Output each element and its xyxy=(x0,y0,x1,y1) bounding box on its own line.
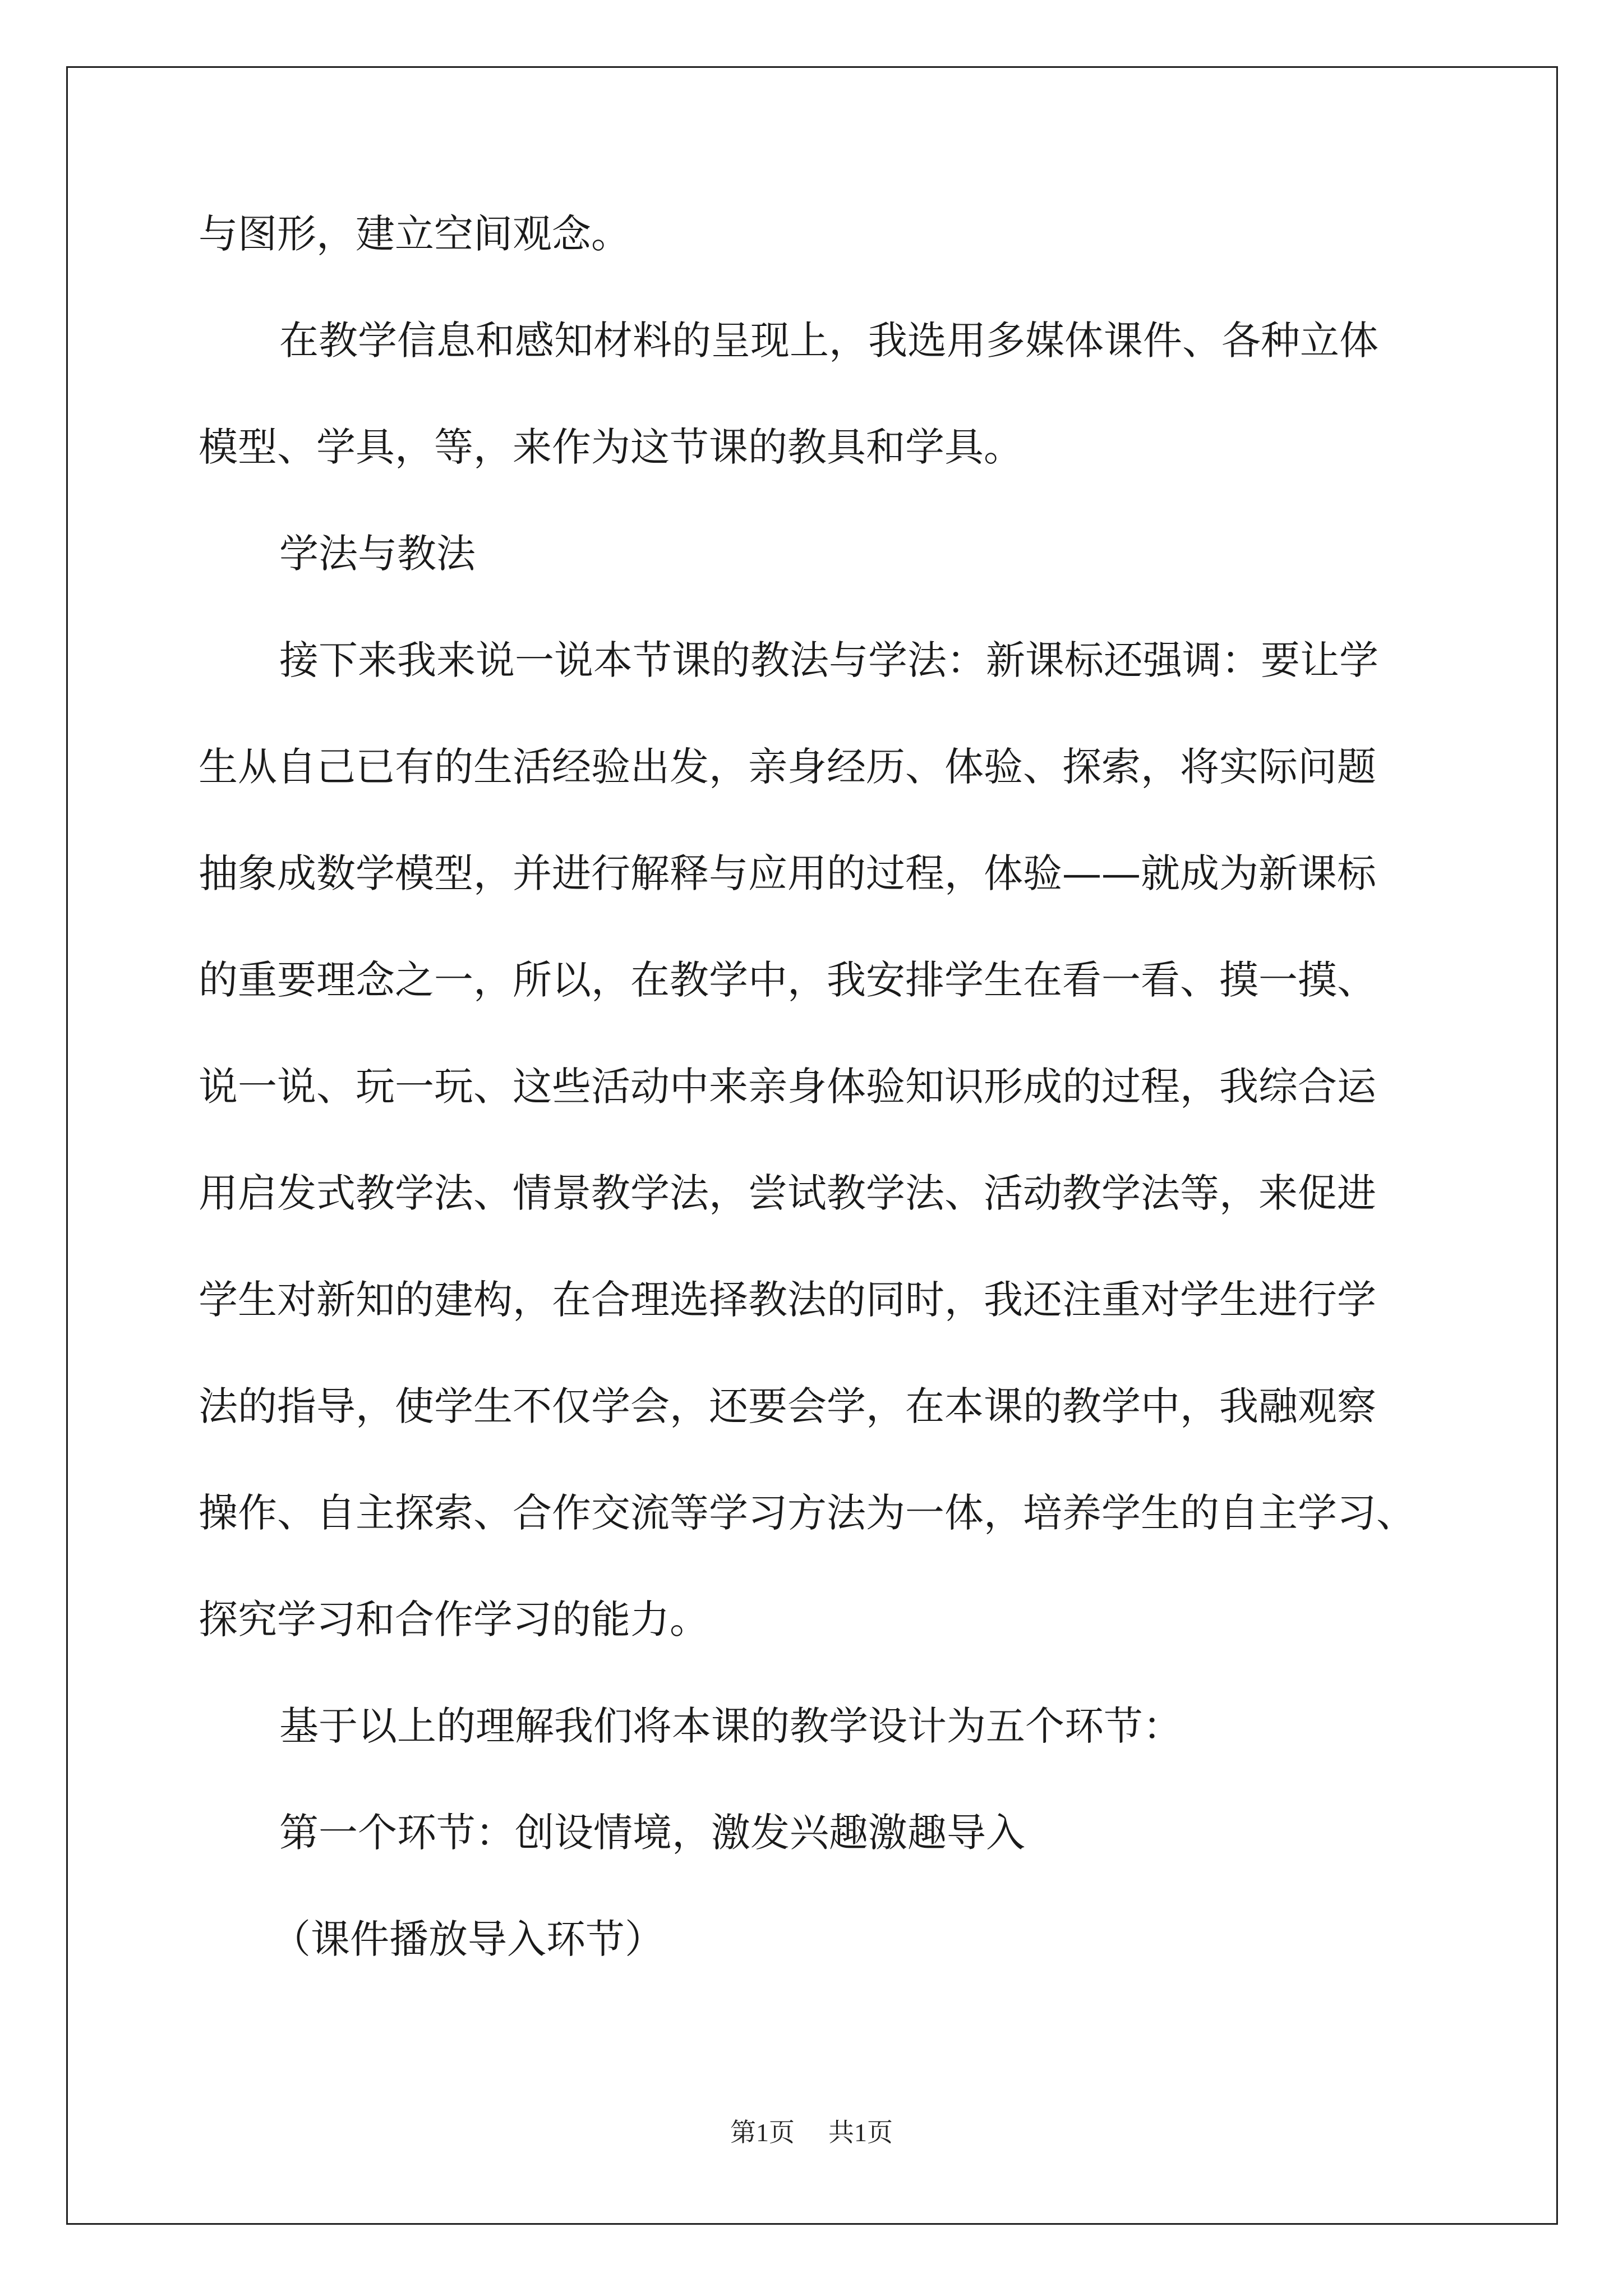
text-line: 模型、学具，等，来作为这节课的教具和学具。 xyxy=(199,424,1023,470)
text-line: 抽象成数学模型，并进行解释与应用的过程，体验——就成为新课标 xyxy=(199,850,1376,896)
page-number-current: 第1页 xyxy=(730,2118,795,2147)
text-line: 学生对新知的建构，在合理选择教法的同时，我还注重对学生进行学 xyxy=(199,1277,1376,1323)
text-line: 用启发式教学法、情景教学法，尝试教学法、活动教学法等，来促进 xyxy=(199,1170,1376,1216)
page-number-total: 共1页 xyxy=(828,2118,893,2147)
text-line: 生从自己已有的生活经验出发，亲身经历、体验、探索，将实际问题 xyxy=(199,744,1376,790)
page-footer xyxy=(0,2116,1623,2150)
text-line: 探究学习和合作学习的能力。 xyxy=(199,1596,709,1642)
text-line: 基于以上的理解我们将本课的教学设计为五个环节： xyxy=(279,1703,1182,1749)
text-line: 操作、自主探索、合作交流等学习方法为一体，培养学生的自主学习、 xyxy=(199,1490,1415,1536)
text-line: 说一说、玩一玩、这些活动中来亲身体验知识形成的过程，我综合运 xyxy=(199,1064,1376,1110)
text-line: 接下来我来说一说本节课的教法与学法：新课标还强调：要让学 xyxy=(279,637,1378,683)
text-line: 第一个环节：创设情境，激发兴趣激趣导入 xyxy=(279,1810,1025,1856)
text-line: （课件播放导入环节） xyxy=(271,1916,664,1962)
text-line: 法的指导，使学生不仅学会，还要会学，在本课的教学中，我融观察 xyxy=(199,1383,1376,1429)
text-line: 与图形，建立空间观念。 xyxy=(199,211,630,257)
page-border xyxy=(66,66,1558,2225)
text-line: 在教学信息和感知材料的呈现上，我选用多媒体课件、各种立体 xyxy=(279,318,1378,364)
section-heading: 学法与教法 xyxy=(279,531,476,577)
text-line: 的重要理念之一，所以，在教学中，我安排学生在看一看、摸一摸、 xyxy=(199,957,1376,1003)
